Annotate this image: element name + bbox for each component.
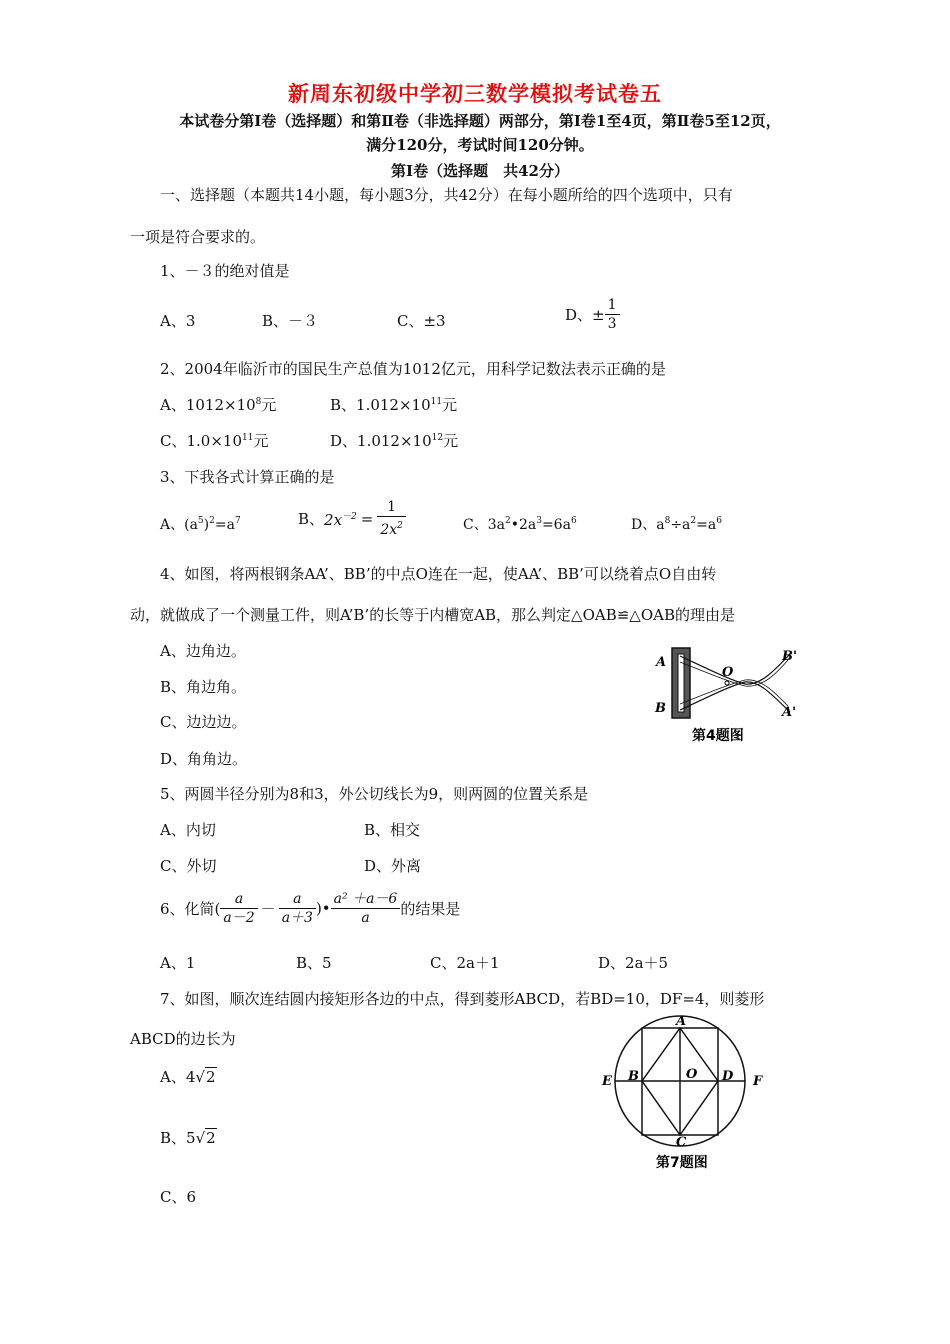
fig7-label-c: C bbox=[676, 1135, 687, 1150]
q3-a-exp1: 5 bbox=[197, 516, 204, 526]
q5-option-d: D、外离 bbox=[364, 857, 422, 875]
q7-option-a bbox=[160, 1066, 217, 1087]
q7-b-coef: 5 bbox=[186, 1129, 196, 1147]
q3-b-fraction bbox=[377, 498, 406, 539]
q2-option-d bbox=[330, 430, 458, 451]
q2-c-base: C、1.0×10 bbox=[160, 432, 242, 450]
q6-suffix: 的结果是 bbox=[400, 900, 461, 918]
q1-option-d-prefix: D、± bbox=[565, 306, 605, 324]
fraction-denominator: a bbox=[361, 910, 370, 926]
fraction-numerator: a bbox=[220, 890, 257, 909]
q5-stem: 5、两圆半径分别为8和3，外公切线长为9，则两圆的位置关系是 bbox=[160, 785, 589, 803]
page-title: 新周东初级中学初三数学模拟考试卷五 bbox=[288, 81, 662, 106]
q2-d-exp: 12 bbox=[431, 433, 444, 443]
q3-d-exp1: 8 bbox=[664, 516, 671, 526]
q1-option-c: C、±3 bbox=[397, 312, 446, 330]
q3-c-part: C、3a bbox=[463, 517, 505, 533]
q7-a-value: 4√2 bbox=[185, 1068, 216, 1086]
q3-d-part: ÷a bbox=[670, 517, 691, 533]
intro-line-1: 本试卷分第Ⅰ卷（选择题）和第Ⅱ卷（非选择题）两部分，第Ⅰ卷1至4页，第Ⅱ卷5至12页， bbox=[179, 112, 781, 130]
q2-option-b bbox=[330, 394, 457, 415]
fig4-label-a-prime: A' bbox=[782, 705, 797, 720]
fig4-label-b-prime: B' bbox=[782, 649, 797, 664]
q3-d-exp3: 6 bbox=[716, 516, 722, 526]
q2-option-c bbox=[160, 430, 268, 451]
q7-option-c: C、6 bbox=[160, 1188, 197, 1206]
q3-b-den-exp: 2 bbox=[397, 521, 403, 531]
q3-b-equals: = bbox=[360, 509, 374, 528]
q3-b-lhs bbox=[324, 511, 357, 529]
q3-d-part: D、a bbox=[631, 517, 665, 533]
q4-option-d: D、角角边。 bbox=[160, 750, 248, 768]
q2-d-base: D、1.012×10 bbox=[330, 432, 432, 450]
q3-d-part: =a bbox=[696, 517, 717, 533]
q6-prefix: 6、化简( bbox=[160, 900, 221, 918]
q2-a-unit: 元 bbox=[261, 396, 277, 414]
q6-fraction-1 bbox=[220, 890, 257, 927]
q6-minus: － bbox=[260, 900, 276, 918]
q3-c-part: =6a bbox=[541, 517, 571, 533]
fig7-label-b: B bbox=[628, 1069, 639, 1084]
q2-stem: 2、2004年临沂市的国民生产总值为1012亿元，用科学记数法表示正确的是 bbox=[160, 360, 666, 378]
q5-option-b: B、相交 bbox=[364, 821, 421, 839]
fig7-label-a: A bbox=[676, 1014, 687, 1029]
q2-option-a bbox=[160, 394, 276, 415]
pivot-point bbox=[725, 681, 729, 685]
steel-bar-aa bbox=[680, 682, 790, 712]
section-instructions-line-1: 一、选择题（本题共14小题，每小题3分，共42分）在每小题所给的四个选项中，只有 bbox=[160, 186, 733, 204]
q6-option-a: A、1 bbox=[160, 954, 196, 972]
q2-a-base: A、1012×10 bbox=[160, 396, 256, 414]
fraction-numerator: a² ＋a－6 bbox=[331, 890, 401, 909]
q1-option-b: B、－３ bbox=[262, 312, 319, 330]
q6-dot: )• bbox=[315, 899, 331, 918]
q3-c-exp3: 6 bbox=[570, 516, 577, 526]
q7-a-radicand: 2 bbox=[205, 1068, 216, 1086]
fraction-numerator: 1 bbox=[605, 296, 620, 315]
q7-b-radicand: 2 bbox=[206, 1129, 216, 1147]
q2-a-exp: 8 bbox=[255, 397, 262, 407]
fig4-label-b: B bbox=[655, 701, 666, 716]
q3-a-part: =a bbox=[214, 517, 235, 533]
q7-option-b bbox=[160, 1127, 217, 1148]
q7-stem-line-2: ABCD的边长为 bbox=[130, 1030, 236, 1048]
q3-b-prefix: B、 bbox=[298, 510, 325, 528]
fraction-numerator: a bbox=[279, 890, 316, 909]
q2-d-unit: 元 bbox=[443, 432, 459, 450]
q3-b-den-base: 2x bbox=[380, 522, 398, 538]
q2-c-exp: 11 bbox=[242, 433, 254, 443]
q4-option-b: B、角边角。 bbox=[160, 678, 247, 696]
q3-option-d bbox=[631, 514, 722, 534]
fraction-denominator bbox=[377, 517, 406, 539]
q7-b-prefix: B、 bbox=[160, 1129, 187, 1147]
q7-b-value: 5√2 bbox=[186, 1129, 216, 1147]
q3-a-exp2: 2 bbox=[209, 516, 215, 526]
q6-option-d: D、2a＋5 bbox=[598, 954, 669, 972]
q2-b-base: B、1.012×10 bbox=[330, 396, 431, 414]
q3-b-lhs-base: 2x bbox=[324, 510, 343, 529]
q4-stem-line-1: 4、如图，将两根钢条AA’、BB’的中点O连在一起，使AA’、BB’可以绕着点O自由转 bbox=[160, 565, 717, 583]
q3-d-exp2: 2 bbox=[690, 516, 697, 526]
fig4-label-o: O bbox=[722, 665, 734, 680]
fraction-denominator: a－2 bbox=[223, 910, 255, 926]
q1-option-a: A、3 bbox=[160, 312, 196, 330]
fig7-label-e: E bbox=[602, 1074, 612, 1089]
fig4-label-a: A bbox=[656, 655, 667, 670]
q3-option-a bbox=[160, 514, 241, 534]
q6-option-c: C、2a＋1 bbox=[430, 954, 500, 972]
q6-option-b: B、5 bbox=[296, 954, 332, 972]
q3-option-b bbox=[298, 498, 406, 539]
q3-a-part: A、(a bbox=[160, 517, 198, 533]
q3-c-exp1: 2 bbox=[504, 516, 511, 526]
fraction-denominator: a＋3 bbox=[281, 910, 313, 926]
q7-a-prefix: A、 bbox=[160, 1068, 186, 1086]
q2-b-exp: 11 bbox=[430, 397, 443, 407]
q3-c-exp2: 3 bbox=[536, 516, 542, 526]
q7-stem-line-1: 7、如图，顺次连结圆内接矩形各边的中点，得到菱形ABCD，若BD=10，DF=4，则菱形 bbox=[160, 990, 765, 1008]
figure-7-drawing bbox=[600, 1014, 770, 1174]
fig4-caption: 第4题图 bbox=[692, 728, 744, 744]
q5-option-c: C、外切 bbox=[160, 857, 217, 875]
q3-a-exp3: 7 bbox=[234, 516, 241, 526]
q4-option-c: C、边边边。 bbox=[160, 713, 247, 731]
q1-option-d bbox=[565, 296, 620, 333]
fraction-numerator: 1 bbox=[377, 498, 406, 517]
steel-bar-bb bbox=[680, 654, 790, 684]
fig7-label-o: O bbox=[686, 1067, 698, 1082]
part-heading: 第Ⅰ卷（选择题 共42分） bbox=[391, 162, 569, 180]
fig7-label-f: F bbox=[753, 1074, 763, 1089]
q6-fraction-2 bbox=[279, 890, 316, 927]
figure-4 bbox=[650, 640, 810, 750]
q5-option-a: A、内切 bbox=[160, 821, 216, 839]
q1-stem: 1、－３的绝对值是 bbox=[160, 262, 290, 280]
fig7-label-d: D bbox=[722, 1069, 734, 1084]
figure-7 bbox=[600, 1014, 770, 1174]
q4-option-a: A、边角边。 bbox=[160, 642, 246, 660]
q7-a-coef: 4 bbox=[185, 1068, 196, 1086]
q6-stem bbox=[160, 890, 460, 927]
q6-fraction-3 bbox=[331, 890, 401, 927]
q4-stem-line-2: 动，就做成了一个测量工件，则A’B’的长等于内槽宽AB，那么判定△OAB≌△OAB的理由是 bbox=[130, 606, 735, 624]
q3-b-lhs-exp: －2 bbox=[342, 511, 357, 522]
q2-b-unit: 元 bbox=[442, 396, 458, 414]
intro-line-2: 满分120分，考试时间120分钟。 bbox=[366, 136, 594, 154]
q1-option-d-fraction bbox=[605, 296, 620, 333]
fig7-caption: 第7题图 bbox=[656, 1155, 708, 1171]
q2-c-unit: 元 bbox=[253, 432, 269, 450]
q3-a-part: ) bbox=[203, 517, 210, 533]
section-instructions-line-2: 一项是符合要求的。 bbox=[130, 228, 266, 246]
q3-option-c bbox=[463, 514, 577, 534]
figure-4-drawing bbox=[650, 640, 810, 750]
q3-c-part: •2a bbox=[510, 517, 537, 533]
q3-stem: 3、下我各式计算正确的是 bbox=[160, 468, 335, 486]
fraction-denominator: 3 bbox=[607, 316, 617, 332]
